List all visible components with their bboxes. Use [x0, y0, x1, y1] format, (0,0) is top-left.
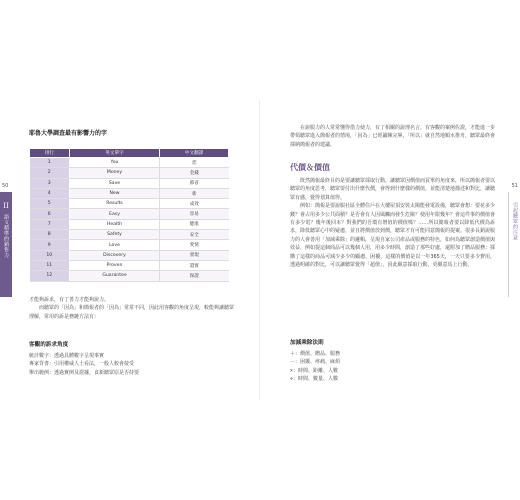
rules-heading: 加減乘除法則 — [290, 340, 324, 346]
chinese-word-cell: 成效 — [160, 199, 229, 209]
objective-line: 舉出範例：透過實例及證據，食新聽眾原是否持要 — [29, 369, 140, 376]
table-header-row — [30, 149, 229, 158]
chinese-word-cell: 您 — [160, 158, 229, 168]
english-word-cell: Love — [70, 240, 160, 250]
english-word-cell: Guarantee — [70, 271, 160, 281]
chinese-word-cell: 健康 — [160, 219, 229, 229]
rank-cell: 6 — [30, 209, 70, 219]
rank-cell: 3 — [30, 178, 70, 188]
table-row — [30, 240, 229, 250]
section-tab-text: 引起聽眾的注意 — [512, 202, 518, 241]
english-word-cell: Proven — [70, 260, 160, 270]
table-row — [30, 199, 229, 209]
right-page — [260, 0, 520, 500]
table-row — [30, 250, 229, 260]
col-header-chinese: 中文翻譯 — [160, 149, 229, 158]
col-header-english: 英文單字 — [70, 149, 160, 158]
section-tab — [508, 192, 520, 297]
rank-cell: 1 — [30, 158, 70, 168]
objective-line: 專家背書：引用權威人士看法，一般人較會接受 — [29, 361, 135, 368]
chinese-word-cell: 保證 — [160, 271, 229, 281]
chinese-word-cell: 證實 — [160, 260, 229, 270]
english-word-cell: Save — [70, 178, 160, 188]
chinese-word-cell: 金錢 — [160, 168, 229, 178]
table-row — [30, 260, 229, 270]
english-word-cell: Easy — [70, 209, 160, 219]
objective-list — [29, 352, 234, 377]
objective-heading: 客觀的訴求角度 — [29, 342, 69, 348]
value-paragraph-2: 例如：簡報是要說服社區全體住戶在大樓屋頂安裝太陽能發電設備，聽眾會想：要花多少錢？會占用多少公共面積？是否會有人因風觸而發生危險？使用年限幾年？會這件事的價值會有多少電？幾年後回本？對我們的吾環有增值的價值嗎？……所以簡報者要以降低代價為訴求，降低聽眾心中的疑慮，並且將價值放到價，聽眾才有可能同意簡報的提案。很多長銷說服力的人會善用「加減乘除」的邏輯，呈現自家公司產品或服務的特色，如何為聽眾創造價值與效益，例如提這個商品可以幾個人用，用多少時間，創造了那些好處，還附加了贈品服務；採購了這樣的商品可減少多少的顧慮、困擾，這樣的價值是以一年365天，一天只要多少費用，透過明確的對比，可以讓聽眾覺得「超值」，因此願意採取行動，更願意馬上行動。 — [290, 203, 496, 269]
chapter-tab-text: 語文精準的銷售力 — [3, 214, 9, 258]
table-row — [30, 209, 229, 219]
chinese-word-cell: 節省 — [160, 178, 229, 188]
table-row — [30, 230, 229, 240]
top-paragraph: 在說服力的人常常懂得借力使力，有了相關的說理名言，有客觀的案例佐證，才能進一步帶領聽眾進入簡報者的情境，「因為」已經鋪陳完畢，「所以」就自然地順水推舟，聽眾最終會採納簡報者的建議。 — [290, 125, 496, 148]
chapter-tab — [0, 192, 12, 297]
rule-line: ÷：時間、數量、人數 — [290, 376, 339, 383]
value-heading: 代價＆價值 — [290, 163, 330, 172]
table-row — [30, 158, 229, 168]
table-row — [30, 219, 229, 229]
objective-line: 統計數字：透過具體數字呈現事實 — [29, 353, 105, 359]
col-header-rank: 排行 — [30, 149, 70, 158]
rank-cell: 10 — [30, 250, 70, 260]
chinese-word-cell: 容易 — [160, 209, 229, 219]
intro-line-2: 而聽眾的「因為」和簡報者的「因為」常常不同，因此用客觀的角度呈現，較能夠讓聽眾理解，常用的訴是務鏈方法有： — [29, 305, 235, 320]
english-word-cell: Money — [70, 168, 160, 178]
word-ranking-table — [29, 148, 229, 282]
english-word-cell: New — [70, 188, 160, 198]
rank-cell: 7 — [30, 219, 70, 229]
rule-line: －：困擾、疼痛、麻煩 — [290, 359, 341, 366]
chinese-word-cell: 安全 — [160, 230, 229, 240]
english-word-cell: Health — [70, 219, 160, 229]
rank-cell: 11 — [30, 260, 70, 270]
english-word-cell: Results — [70, 199, 160, 209]
rules-list — [290, 350, 495, 384]
chinese-word-cell: 新 — [160, 188, 229, 198]
rank-cell: 5 — [30, 199, 70, 209]
rank-cell: 12 — [30, 271, 70, 281]
table-title: 耶魯大學調查最有影響力的字 — [29, 130, 108, 137]
table-row — [30, 188, 229, 198]
english-word-cell: Discovery — [70, 250, 160, 260]
rule-line: ×：時間、距離、人數 — [290, 367, 339, 374]
english-word-cell: You — [70, 158, 160, 168]
page-number-right: 51 — [511, 183, 518, 189]
rule-line: ＋：價值、贈品、服務 — [290, 351, 341, 357]
table-row — [30, 178, 229, 188]
chinese-word-cell: 發現 — [160, 250, 229, 260]
rank-cell: 9 — [30, 240, 70, 250]
chinese-word-cell: 愛情 — [160, 240, 229, 250]
english-word-cell: Safety — [70, 230, 160, 240]
rank-cell: 4 — [30, 188, 70, 198]
rank-cell: 2 — [30, 168, 70, 178]
intro-paragraph — [29, 296, 234, 321]
value-paragraph — [290, 177, 495, 269]
rank-cell: 8 — [30, 230, 70, 240]
table-row — [30, 168, 229, 178]
page-number-left: 50 — [2, 183, 9, 189]
chapter-roman: II — [3, 202, 9, 210]
value-paragraph-1: 既然簡報最終目的是要讓聽眾採取行動，讓聽眾因價值而買單的角度來，所以簡報者要以聽眾的角度思考，聽眾要付出什麼代價，會得到什麼樣的價值，並能清楚地描述和對比，讓聽眾有感，覺得划算值得。 — [290, 178, 496, 201]
intro-line-1: 才能夠訴求，有了善力才能夠說力。 — [29, 297, 110, 303]
table-row — [30, 271, 229, 281]
